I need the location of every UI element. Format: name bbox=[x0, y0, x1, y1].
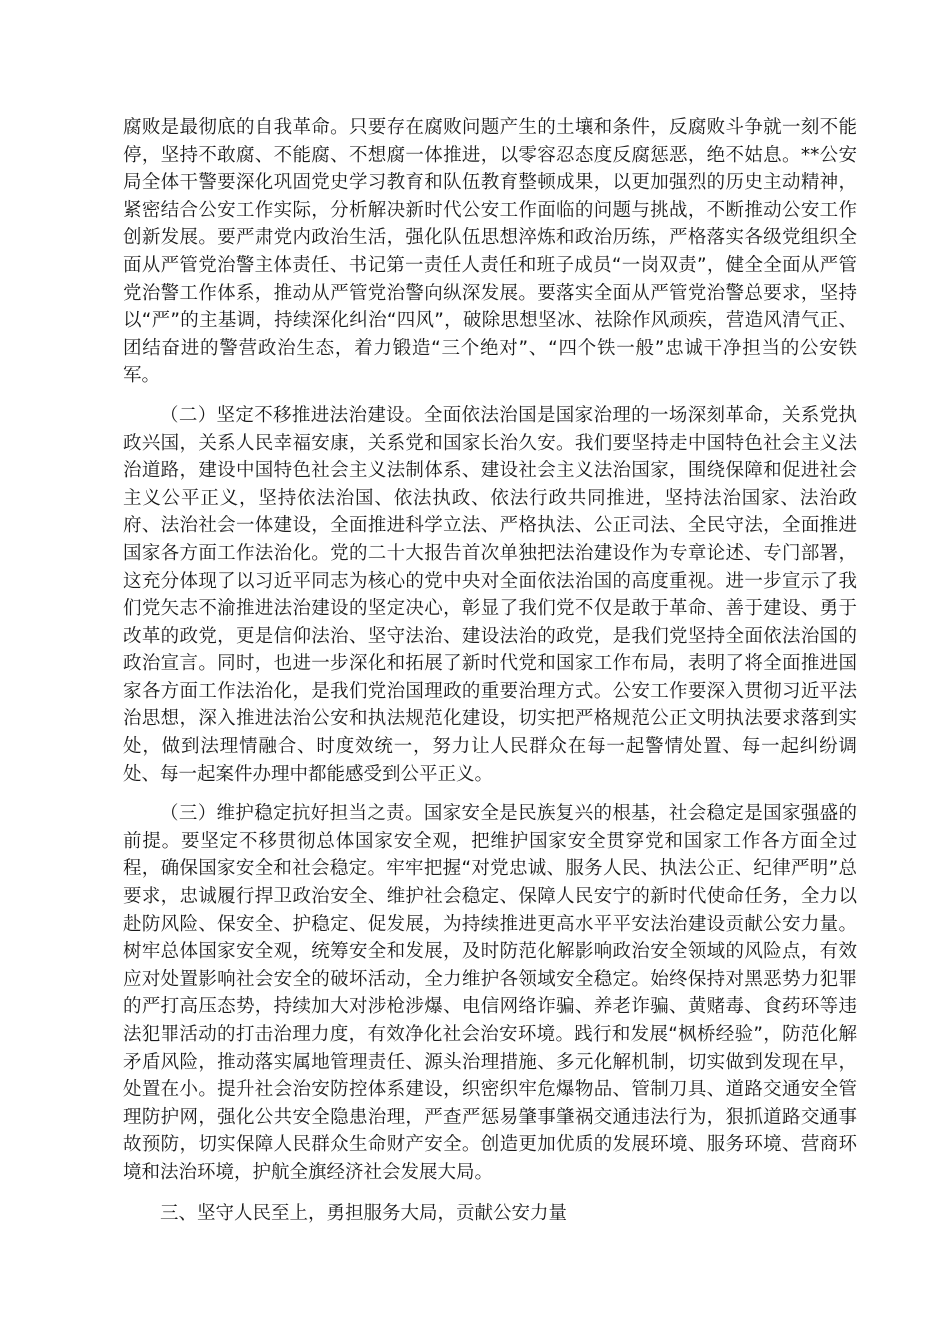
document-page bbox=[123, 114, 857, 1227]
section-heading-three: 三、坚守人民至上，勇担服务大局，贡献公安力量 bbox=[160, 1202, 568, 1224]
body-paragraph-stability: （三）维护稳定抗好担当之责。国家安全是民族复兴的根基，社会稳定是国家强盛的前提。要坚定不移贯彻总体国家安全观，把维护国家安全贯穿党和国家工作各方面全过程，确保国家安全和社会稳定。牢牢把握“对党忠诚、服务人民、执法公正、纪律严明”总要求，忠诚履行捍卫政治安全、维护社会稳定、保障人民安宁的新时代使命任务，全力以赴防风险、保安全、护稳定、促发展，为持续推进更高水平平安法治建设贡献公安力量。树牢总体国家安全观，统筹安全和发展，及时防范化解影响政治安全领域的风险点，有效应对处置影响社会安全的破坏活动，全力维护各领域安全稳定。始终保持对黑恶势力犯罪的严打高压态势，持续加大对涉枪涉爆、电信网络诈骗、养老诈骗、黄赌毒、食药环等违法犯罪活动的打击治理力度，有效净化社会治安环境。践行和发展“枫桥经验”，防范化解矛盾风险，推动落实属地管理责任、源头治理措施、多元化解机制，切实做到发现在早，处置在小。提升社会治安防控体系建设，织密织牢危爆物品、管制刀具、道路交通安全管理防护网，强化公共安全隐患治理，严查严惩易肇事肇祸交通违法行为，狠抓道路交通事故预防，切实保障人民群众生命财产安全。创造更加优质的发展环境、服务环境、营商环境和法治环境，护航全旗经济社会发展大局。 bbox=[123, 803, 857, 1183]
body-paragraph-anticorruption: 腐败是最彻底的自我革命。只要存在腐败问题产生的土壤和条件，反腐败斗争就一刻不能停，坚持不敢腐、不能腐、不想腐一体推进，以零容忍态度反腐惩恶，绝不姑息。**公安局全体干警要深化巩固党史学习教育和队伍教育整顿成果，以更加强烈的历史主动精神，紧密结合公安工作实际，分析解决新时代公安工作面临的问题与挑战，不断推动公安工作创新发展。要严肃党内政治生活，强化队伍思想淬炼和政治历练，严格落实各级党组织全面从严管党治警主体责任、书记第一责任人责任和班子成员“一岗双责”，健全全面从严管党治警工作体系，推动从严管党治警向纵深发展。要落实全面从严管党治警总要求，坚持以“严”的主基调，持续深化纠治“四风”，破除思想坚冰、祛除作风顽疾，营造风清气正、团结奋进的警营政治生态，着力锻造“三个绝对”、“四个铁一般”忠诚干净担当的公安铁军。 bbox=[123, 117, 857, 387]
body-paragraph-rule-of-law: （二）坚定不移推进法治建设。全面依法治国是国家治理的一场深刻革命，关系党执政兴国，关系人民幸福安康，关系党和国家长治久安。我们要坚持走中国特色社会主义法治道路，建设中国特色社会主义法制体系、建设社会主义法治国家，围绕保障和促进社会主义公平正义，坚持依法治国、依法执政、依法行政共同推进，坚持法治国家、法治政府、法治社会一体建设，全面推进科学立法、严格执法、公正司法、全民守法，全面推进国家各方面工作法治化。党的二十大报告首次单独把法治建设作为专章论述、专门部署，这充分体现了以习近平同志为核心的党中央对全面依法治国的高度重视。进一步宣示了我们党矢志不渝推进法治建设的坚定决心，彰显了我们党不仅是敢于革命、善于建设、勇于改革的政党，更是信仰法治、坚守法治、建设法治的政党，是我们党坚持全面依法治国的政治宣言。同时，也进一步深化和拓展了新时代党和国家工作布局，表明了将全面推进国家各方面工作法治化，是我们党治国理政的重要治理方式。公安工作要深入贯彻习近平法治思想，深入推进法治公安和执法规范化建设，切实把严格规范公正文明执法要求落到实处，做到法理情融合、时度效统一，努力让人民群众在每一起警情处置、每一起纠纷调处、每一起案件办理中都能感受到公平正义。 bbox=[123, 404, 857, 785]
